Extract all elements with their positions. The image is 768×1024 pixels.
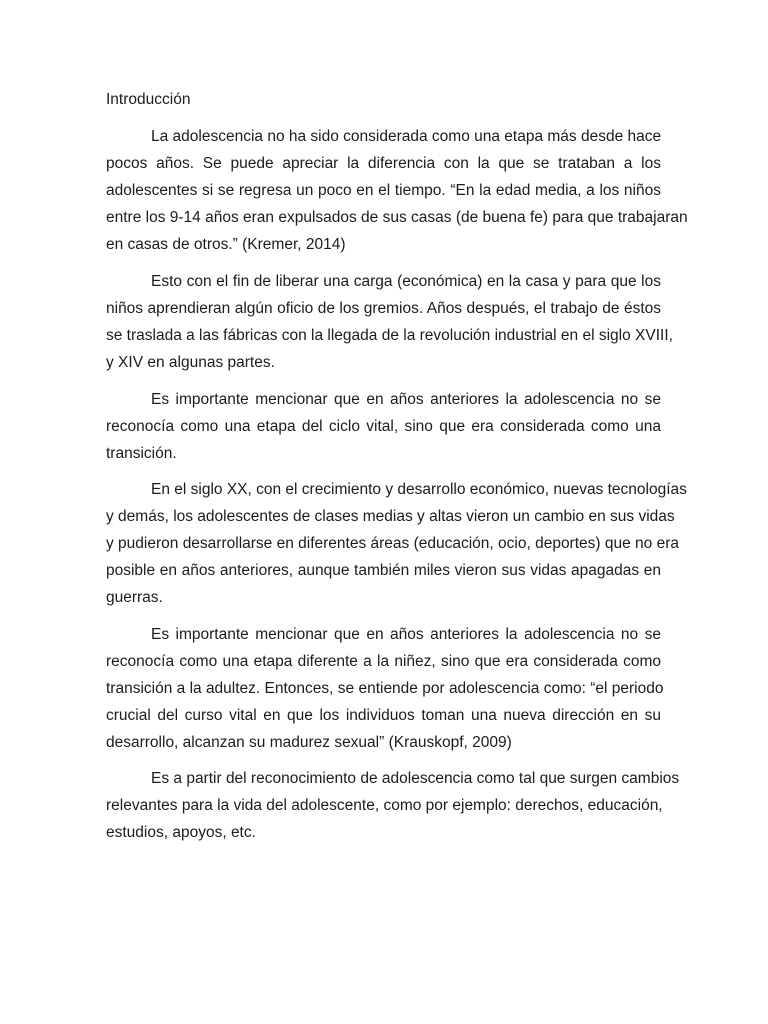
paragraph-line: Es importante mencionar que en años anteriores la adolescencia no se — [151, 391, 661, 408]
paragraph — [106, 386, 661, 467]
paragraph-line: pocos años. Se puede apreciar la diferencia con la que se trataban a los — [106, 155, 661, 172]
paragraph — [106, 123, 688, 258]
paragraph-line: reconocía como una etapa del ciclo vital, sino que era considerada como una — [106, 418, 661, 435]
paragraph-line: guerras. — [106, 589, 163, 606]
paragraph — [106, 765, 680, 846]
paragraph-line: entre los 9-14 años eran expulsados de sus casas (de buena fe) para que trabajaran — [106, 209, 688, 226]
paragraph-line: Es a partir del reconocimiento de adolescencia como tal que surgen cambios — [151, 770, 680, 787]
paragraph-line: transición. — [106, 445, 177, 462]
paragraph — [106, 621, 664, 756]
section-heading: Introducción — [106, 91, 191, 108]
paragraph-line: transición a la adultez. Entonces, se entiende por adolescencia como: “el periodo — [106, 680, 664, 697]
paragraph-line: se traslada a las fábricas con la llegada de la revolución industrial en el siglo XVIII, — [106, 327, 673, 344]
paragraph — [106, 268, 673, 376]
paragraph-line: En el siglo XX, con el crecimiento y desarrollo económico, nuevas tecnologías — [151, 481, 687, 498]
paragraph-line: estudios, apoyos, etc. — [106, 824, 256, 841]
paragraph-line: Es importante mencionar que en años anteriores la adolescencia no se — [151, 626, 661, 643]
paragraph-line: relevantes para la vida del adolescente, como por ejemplo: derechos, educación, — [106, 797, 663, 814]
paragraph-line: en casas de otros.” (Kremer, 2014) — [106, 236, 346, 253]
paragraph-line: crucial del curso vital en que los individuos toman una nueva dirección en su — [106, 707, 661, 724]
paragraph-line: y demás, los adolescentes de clases medias y altas vieron un cambio en sus vidas — [106, 508, 675, 525]
paragraph-line: niños aprendieran algún oficio de los gremios. Años después, el trabajo de éstos — [106, 300, 661, 317]
paragraph — [106, 476, 687, 611]
paragraph-line: La adolescencia no ha sido considerada como una etapa más desde hace — [151, 128, 662, 145]
paragraph-line: y XIV en algunas partes. — [106, 354, 275, 371]
paragraph-line: desarrollo, alcanzan su madurez sexual” (Krauskopf, 2009) — [106, 734, 512, 751]
paragraph-line: y pudieron desarrollarse en diferentes áreas (educación, ocio, deportes) que no era — [106, 535, 679, 552]
paragraph-line: adolescentes si se regresa un poco en el tiempo. “En la edad media, a los niños — [106, 182, 661, 199]
paragraph-line: Esto con el fin de liberar una carga (económica) en la casa y para que los — [151, 273, 661, 290]
paragraph-line: reconocía como una etapa diferente a la niñez, sino que era considerada como — [106, 653, 661, 670]
paragraph-line: posible en años anteriores, aunque también miles vieron sus vidas apagadas en — [106, 562, 661, 579]
